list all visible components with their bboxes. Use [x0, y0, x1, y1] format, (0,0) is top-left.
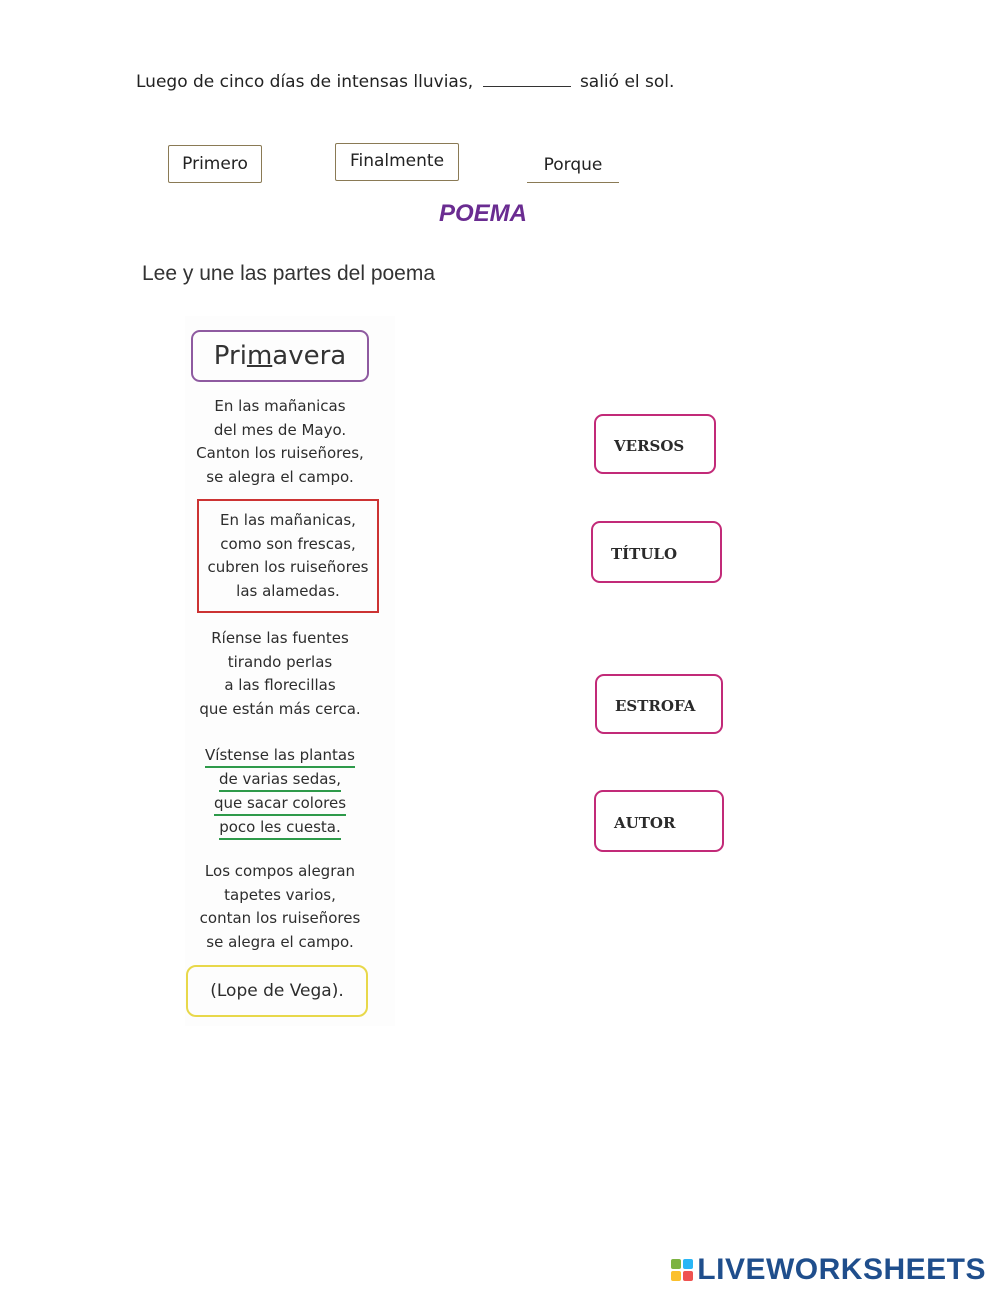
verse: tirando perlas — [227, 652, 333, 671]
poem-title-box[interactable] — [191, 330, 369, 382]
verse: se alegra el campo. — [206, 932, 354, 951]
sentence-end: salió el sol. — [579, 72, 675, 92]
verse-underlined[interactable]: Vístense las plantas — [205, 745, 355, 768]
poem-title-part: avera — [272, 341, 347, 371]
verse: como son frescas, — [220, 534, 356, 553]
answer-blank[interactable] — [483, 74, 571, 87]
fill-in-sentence — [136, 72, 674, 92]
verse: que están más cerca. — [199, 699, 361, 718]
poem-author-box[interactable]: (Lope de Vega). — [186, 965, 368, 1017]
verse-underlined[interactable]: que sacar colores — [214, 793, 346, 816]
verse: Los compos alegran — [204, 862, 356, 880]
verse: contan los ruiseñores — [199, 909, 361, 927]
verse-underlined[interactable]: de varias sedas, — [219, 769, 341, 792]
section-heading: POEMA — [438, 200, 527, 227]
verse: a las florecillas — [224, 676, 336, 694]
verse: las alamedas. — [236, 581, 340, 600]
verse: se alegra el campo. — [206, 467, 354, 486]
liveworksheets-logo — [671, 1252, 986, 1288]
verse: del mes de Mayo. — [213, 420, 347, 439]
verse-underlined[interactable]: poco les cuesta. — [219, 817, 341, 840]
label-titulo[interactable]: TÍTULO — [591, 521, 722, 583]
logo-grid-icon — [671, 1259, 693, 1281]
verse: En las mañanicas, — [220, 511, 356, 529]
logo-square — [671, 1271, 681, 1281]
option-finalmente[interactable]: Finalmente — [335, 143, 459, 181]
label-estrofa[interactable]: ESTROFA — [595, 674, 723, 734]
logo-square — [683, 1259, 693, 1269]
option-porque[interactable]: Porque — [527, 150, 619, 183]
instruction-text: Lee y une las partes del poema — [142, 262, 436, 285]
verse: tapetes varios, — [224, 885, 336, 904]
sentence-start: Luego de cinco días de intensas lluvias, — [136, 72, 474, 92]
verse: Ríense las fuentes — [211, 629, 349, 647]
stanza-1[interactable] — [190, 395, 370, 489]
poem-title-underlined: m — [246, 341, 273, 371]
poem-title-part: Pri — [213, 341, 247, 371]
logo-text: LIVEWORKSHEETS — [697, 1253, 986, 1286]
label-versos[interactable]: VERSOS — [594, 414, 716, 474]
verse: cubren los ruiseñores — [207, 558, 369, 576]
verse: En las mañanicas — [214, 397, 346, 415]
label-autor[interactable]: AUTOR — [594, 790, 724, 852]
stanza-5[interactable] — [190, 860, 370, 954]
logo-square — [671, 1259, 681, 1269]
option-primero[interactable]: Primero — [168, 145, 262, 183]
stanza-2-highlighted[interactable] — [197, 499, 379, 613]
logo-square — [683, 1271, 693, 1281]
verse: Canton los ruiseñores, — [196, 444, 364, 462]
stanza-4-underlined[interactable] — [190, 744, 370, 840]
stanza-3[interactable] — [190, 627, 370, 721]
